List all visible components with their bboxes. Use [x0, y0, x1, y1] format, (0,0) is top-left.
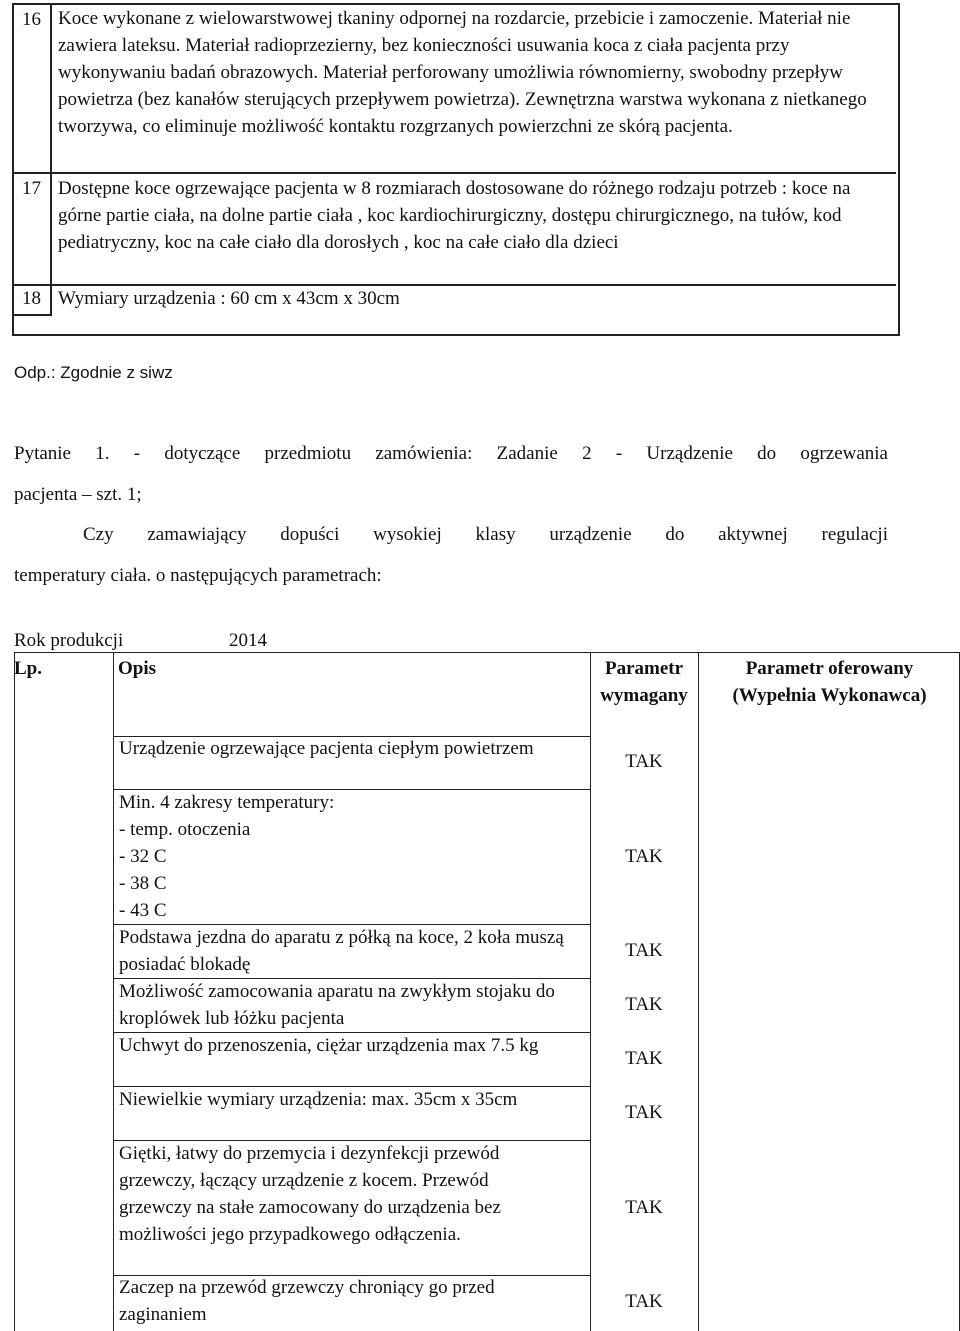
param-required-value: TAK [625, 940, 663, 961]
param-description: Zaczep na przewód grzewczy chroniący go przed zaginaniem [119, 1277, 495, 1325]
header-opis: Opis [118, 658, 157, 679]
param-description: Uchwyt do przenoszenia, ciężar urządzenia max 7.5 kg [119, 1035, 539, 1056]
row-number: 17 [22, 178, 41, 199]
question-line-3: Czy zamawiający dopuści wysokiej klasy urządzenie do aktywnej regulacji [83, 524, 888, 545]
param-description: Giętki, łatwy do przemycia i dezynfekcji przewód grzewczy, łączący urządzenie z kocem. Przewód grzewczy na stałe zamocowany do urządzenia bez możliwości jego przypadkowego odłączenia. [119, 1143, 501, 1245]
param-required-value: TAK [625, 846, 663, 867]
answer-text: Odp.: Zgodnie z siwz [14, 363, 173, 382]
year-label: Rok produkcji [14, 630, 124, 651]
row-number: 16 [22, 9, 41, 30]
param-description: Podstawa jezdna do aparatu z półką na koce, 2 koła muszą posiadać blokadę [119, 927, 564, 975]
param-description: Min. 4 zakresy temperatury: - temp. otoczenia - 32 C - 38 C - 43 C [119, 792, 335, 921]
param-description: Niewielkie wymiary urządzenia: max. 35cm x 35cm [119, 1089, 518, 1110]
param-description: Możliwość zamocowania aparatu na zwykłym stojaku do kroplówek lub łóżku pacjenta [119, 981, 555, 1029]
header-parametr-wymagany: Parametr wymagany [600, 658, 688, 706]
year-value: 2014 [229, 630, 267, 651]
question-line-1: Pytanie 1. - dotyczące przedmiotu zamówienia: Zadanie 2 - Urządzenie do ogrzewania [14, 443, 888, 464]
header-lp: Lp. [14, 658, 42, 679]
param-required-value: TAK [625, 1291, 663, 1312]
question-line-2: pacjenta – szt. 1; [14, 484, 142, 505]
row-number: 18 [22, 288, 41, 309]
param-required-value: TAK [625, 1102, 663, 1123]
table-cell-text: Wymiary urządzenia : 60 cm x 43cm x 30cm [58, 288, 400, 309]
param-required-value: TAK [625, 1197, 663, 1218]
param-required-value: TAK [625, 1048, 663, 1069]
param-required-value: TAK [625, 994, 663, 1015]
question-line-4: temperatury ciała. o następujących parametrach: [14, 565, 382, 586]
param-required-value: TAK [625, 751, 663, 772]
header-parametr-oferowany: Parametr oferowany (Wypełnia Wykonawca) [732, 658, 927, 706]
table-cell-text: Koce wykonane z wielowarstwowej tkaniny odpornej na rozdarcie, przebicie i zamoczenie. Materiał nie zawiera lateksu. Materiał radioprzezierny, bez konieczności usuwania koca z ciała pacjenta przy wykonywaniu badań obrazowych. Materiał perforowany umożliwia równomierny, swobodny przepływ powietrza (bez kanałów sterujących przepływem powietrza). Zewnętrzna warstwa wykonana z nietkanego tworzywa, co eliminuje możliwość kontaktu rozgrzanych powierzchni ze skórą pacjenta. [58, 8, 867, 137]
param-description: Urządzenie ogrzewające pacjenta ciepłym powietrzem [119, 738, 534, 759]
table-cell-text: Dostępne koce ogrzewające pacjenta w 8 rozmiarach dostosowane do różnego rodzaju potrzeb : koce na górne partie ciała, na dolne partie ciała , koc kardiochirurgiczny, dostępu chirurgicznego, na tułów, kod pediatryczny, koc na całe ciało dla dorosłych , koc na całe ciało dla dzieci [58, 178, 851, 253]
